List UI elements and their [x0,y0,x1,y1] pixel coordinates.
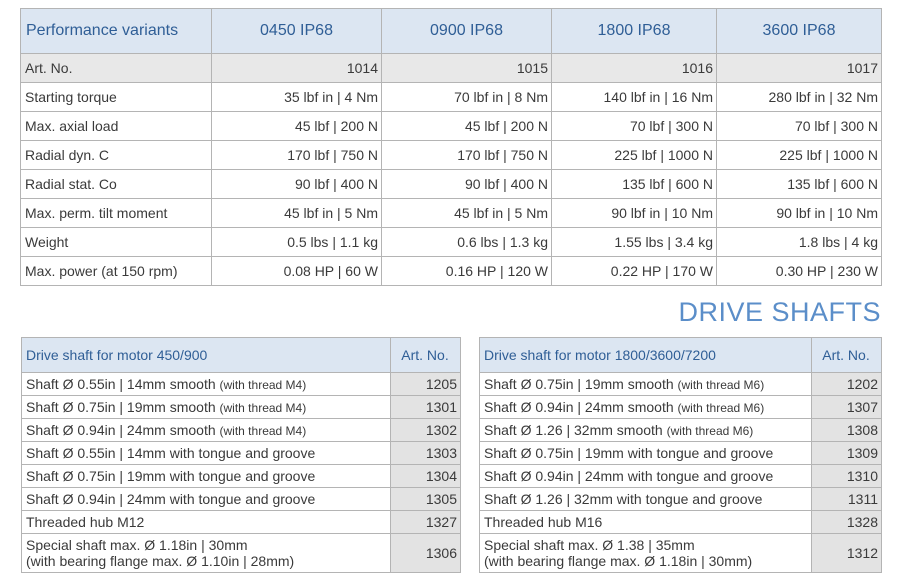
row-label: Max. axial load [21,112,212,141]
art-no: 1307 [812,396,882,419]
shaft-main: Shaft Ø 0.75in | 19mm smooth [26,399,216,415]
table-row [22,488,461,511]
shaft-name: Shaft Ø 0.75in | 19mm with tongue and groove [480,442,812,465]
table-row-radial-stat [21,170,882,199]
shaft-main: Shaft Ø 1.26 | 32mm smooth [484,422,663,438]
variant-0900-header: 0900 IP68 [382,9,552,54]
art-no: 1306 [391,534,461,573]
special-line-2: (with bearing flange max. Ø 1.10in | 28mm) [26,553,295,569]
cell-value: 280 lbf in | 32 Nm [717,83,882,112]
cell-value: 0.5 lbs | 1.1 kg [212,228,382,257]
performance-table [20,8,882,286]
shaft-name: Shaft Ø 0.55in | 14mm with tongue and groove [22,442,391,465]
cell-value: 90 lbf | 400 N [212,170,382,199]
art-no: 1327 [391,511,461,534]
shaft-header-row [22,338,461,373]
table-row [480,373,882,396]
table-row [22,511,461,534]
shaft-note: (with thread M6) [666,424,754,438]
variant-0450-header: 0450 IP68 [212,9,382,54]
art-no: 1312 [812,534,882,573]
table-row-special [480,534,882,573]
table-row-tilt-moment [21,199,882,228]
row-label: Weight [21,228,212,257]
art-no: 1202 [812,373,882,396]
cell-value: 45 lbf in | 5 Nm [382,199,552,228]
cell-value: 135 lbf | 600 N [717,170,882,199]
cell-value: 225 lbf | 1000 N [552,141,717,170]
cell-value: 225 lbf | 1000 N [717,141,882,170]
shaft-header-label: Drive shaft for motor 1800/3600/7200 [480,338,812,373]
shaft-main: Shaft Ø 0.94in | 24mm smooth [484,399,674,415]
cell-value: 0.6 lbs | 1.3 kg [382,228,552,257]
table-row-art-no [21,54,882,83]
table-row-weight [21,228,882,257]
shaft-note: (with thread M4) [219,378,307,392]
table-row [480,396,882,419]
cell-value: 90 lbf in | 10 Nm [552,199,717,228]
table-row-max-power [21,257,882,286]
table-row [22,396,461,419]
cell-value: 170 lbf | 750 N [382,141,552,170]
cell-value: 70 lbf | 300 N [552,112,717,141]
shaft-name [22,419,391,442]
cell-value: 45 lbf in | 5 Nm [212,199,382,228]
table-row [480,511,882,534]
cell-value: 1016 [552,54,717,83]
table-row [480,442,882,465]
table-row-special [22,534,461,573]
shaft-name: Threaded hub M16 [480,511,812,534]
shaft-name: Shaft Ø 1.26 | 32mm with tongue and groove [480,488,812,511]
cell-value: 0.08 HP | 60 W [212,257,382,286]
shaft-note: (with thread M4) [219,401,307,415]
table-row [22,373,461,396]
art-no: 1205 [391,373,461,396]
cell-value: 1017 [717,54,882,83]
art-no-header: Art. No. [812,338,882,373]
cell-value: 0.16 HP | 120 W [382,257,552,286]
special-shaft [22,534,391,573]
special-line-1: Special shaft max. Ø 1.38 | 35mm [484,537,695,553]
performance-header-row [21,9,882,54]
row-label: Radial dyn. C [21,141,212,170]
row-label: Max. power (at 150 rpm) [21,257,212,286]
shaft-name [22,373,391,396]
drive-shafts-title: DRIVE SHAFTS [678,297,881,327]
art-no: 1301 [391,396,461,419]
shaft-note: (with thread M4) [219,424,307,438]
shaft-table-1800-3600-7200 [479,337,882,573]
art-no: 1328 [812,511,882,534]
special-line-2: (with bearing flange max. Ø 1.18in | 30mm) [484,553,753,569]
shaft-main: Shaft Ø 0.94in | 24mm smooth [26,422,216,438]
shaft-name [480,419,812,442]
shaft-name [22,396,391,419]
special-shaft [480,534,812,573]
table-row [22,465,461,488]
shaft-main: Shaft Ø 0.75in | 19mm smooth [484,376,674,392]
cell-value: 70 lbf | 300 N [717,112,882,141]
art-no: 1311 [812,488,882,511]
art-no: 1303 [391,442,461,465]
shaft-note: (with thread M6) [677,401,765,415]
art-no: 1304 [391,465,461,488]
art-no: 1308 [812,419,882,442]
special-line-1: Special shaft max. Ø 1.18in | 30mm [26,537,248,553]
cell-value: 70 lbf in | 8 Nm [382,83,552,112]
shaft-header-label: Drive shaft for motor 450/900 [22,338,391,373]
row-label: Art. No. [21,54,212,83]
row-label: Starting torque [21,83,212,112]
cell-value: 90 lbf | 400 N [382,170,552,199]
cell-value: 90 lbf in | 10 Nm [717,199,882,228]
cell-value: 1015 [382,54,552,83]
shaft-main: Shaft Ø 0.55in | 14mm smooth [26,376,216,392]
cell-value: 140 lbf in | 16 Nm [552,83,717,112]
art-no: 1302 [391,419,461,442]
variant-1800-header: 1800 IP68 [552,9,717,54]
cell-value: 0.22 HP | 170 W [552,257,717,286]
cell-value: 1.8 lbs | 4 kg [717,228,882,257]
row-label: Radial stat. Co [21,170,212,199]
table-row-starting-torque [21,83,882,112]
table-row [480,465,882,488]
shaft-name: Shaft Ø 0.75in | 19mm with tongue and groove [22,465,391,488]
table-row [22,442,461,465]
cell-value: 35 lbf in | 4 Nm [212,83,382,112]
table-row [22,419,461,442]
row-label: Max. perm. tilt moment [21,199,212,228]
shaft-name: Shaft Ø 0.94in | 24mm with tongue and groove [22,488,391,511]
art-no: 1305 [391,488,461,511]
cell-value: 45 lbf | 200 N [382,112,552,141]
cell-value: 45 lbf | 200 N [212,112,382,141]
cell-value: 0.30 HP | 230 W [717,257,882,286]
shaft-name [480,373,812,396]
art-no: 1310 [812,465,882,488]
shaft-name [480,396,812,419]
performance-header-label: Performance variants [21,9,212,54]
table-row [480,419,882,442]
cell-value: 170 lbf | 750 N [212,141,382,170]
table-row [480,488,882,511]
variant-3600-header: 3600 IP68 [717,9,882,54]
table-row-radial-dyn [21,141,882,170]
cell-value: 1.55 lbs | 3.4 kg [552,228,717,257]
shaft-name: Shaft Ø 0.94in | 24mm with tongue and groove [480,465,812,488]
art-no: 1309 [812,442,882,465]
shaft-name: Threaded hub M12 [22,511,391,534]
cell-value: 135 lbf | 600 N [552,170,717,199]
art-no-header: Art. No. [391,338,461,373]
table-row-axial-load [21,112,882,141]
cell-value: 1014 [212,54,382,83]
shaft-table-450-900 [21,337,461,573]
shaft-note: (with thread M6) [677,378,765,392]
shaft-header-row [480,338,882,373]
